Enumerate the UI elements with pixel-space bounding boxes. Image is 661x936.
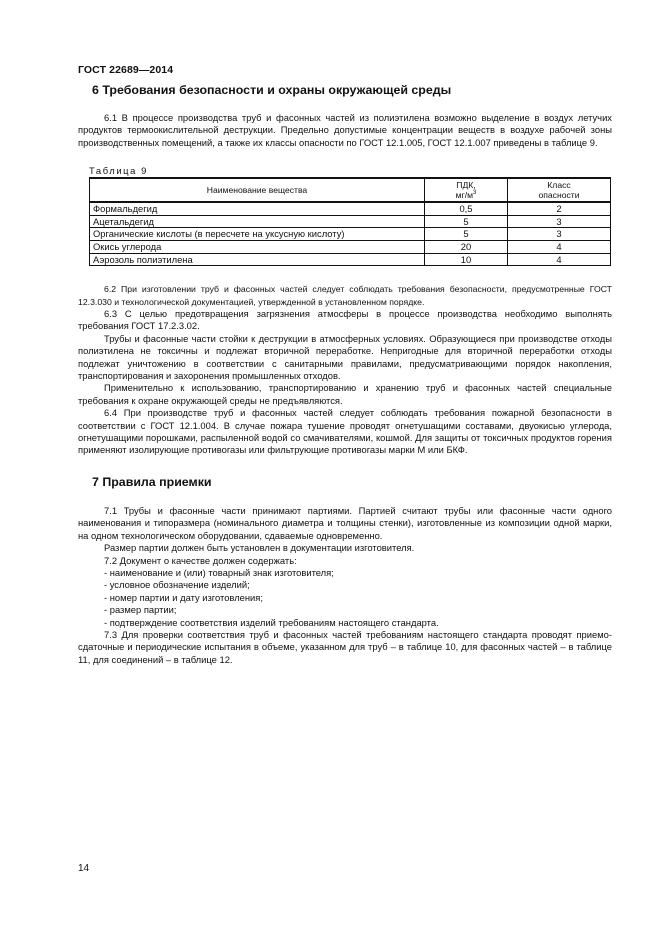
list-item: - номер партии и дату изготовления; [104, 591, 263, 603]
paragraph-6-2: 6.2 При изготовлении труб и фасонных частей следует соблюдать требования безопасности, предусмотренные ГОСТ 12.3.030 и технологической документацией, утвержденной в установленном порядке. [78, 284, 612, 307]
paragraph-6-1: 6.1 В процессе производства труб и фасонных частей из полиэтилена возможно выделение в воздух летучих продуктов термоокислительной деструкции. Предельно допустимые концентрации веществ в воздухе рабочей зоны производственных помещений, а также их классы опасности по ГОСТ 12.1.005, ГОСТ 12.1.007 приведены в таблице 9. [78, 112, 612, 148]
paragraph-waste: Трубы и фасонные части стойки к деструкции в атмосферных условиях. Образующиеся при производстве отходы полиэтилена не токсичны и подлежат вторичной переработке. Непригодные для вторичной переработки отходы подлежат уничтожению в соответствии с санитарными правилами, предусматривающими порядок накопления, транспортирования и захоронения промышленных отходов. [78, 332, 612, 382]
table-caption: Таблица 9 [89, 165, 148, 177]
table-row [90, 241, 611, 254]
paragraph-7-3: 7.3 Для проверки соответствия труб и фасонных частей требованиям настоящего стандарта проводят приемо-сдаточные и периодические испытания в объеме, указанном для труб – в таблице 10, для фасонных частей – в таблице 11, для соединений – в таблице 12. [78, 628, 612, 665]
header-class-line2: опасности [538, 190, 580, 201]
section-6-1 [78, 112, 612, 149]
header-class-line1: Класс [547, 180, 571, 191]
paragraph-environment: Применительно к использованию, транспортированию и хранению труб и фасонных частей специальные требования к охране окружающей среды не предъявляются. [78, 382, 612, 406]
cell-pdk: 10 [425, 253, 508, 266]
cell-substance: Аэрозоль полиэтилена [90, 253, 425, 266]
header-pdk-unit: мг/м [455, 190, 473, 201]
table-row [90, 215, 611, 228]
section-6-2-to-6-4 [78, 283, 612, 457]
paragraph-6-3: 6.3 С целью предотвращения загрязнения атмосферы в процессе производства необходимо выполнять требования ГОСТ 17.2.3.02. [78, 308, 612, 332]
section-7-title: 7 Правила приемки [92, 474, 212, 489]
header-substance-name: Наименование вещества [90, 178, 425, 202]
header-pdk-label: ПДК, [456, 180, 476, 191]
cell-class: 4 [508, 253, 611, 266]
page-number: 14 [78, 863, 90, 874]
cell-pdk: 5 [425, 215, 508, 228]
paragraph-6-4: 6.4 При производстве труб и фасонных частей следует соблюдать требования пожарной безопасности в соответствии с ГОСТ 12.1.004. В случае пожара тушение проводят огнетушащими составами, двуокисью углерода, огнетушащими порошками, распыленной водой со смачивателями, кошмой. Для защиты от токсичных продуктов горения применяют изолирующие противогазы или фильтрующие противогазы марки М или БКФ. [78, 407, 612, 456]
table-9 [89, 177, 611, 266]
cell-substance: Формальдегид [90, 202, 425, 215]
paragraph-7-1: 7.1 Трубы и фасонные части принимают партиями. Партией считают трубы или фасонные части одного наименования и типоразмера (номинального диаметра и толщины стенки), изготовленные из композиции одной марки, на одном технологическом оборудовании, сдаваемые одновременно. [78, 504, 612, 541]
cell-pdk: 0,5 [425, 202, 508, 215]
list-item: - подтверждение соответствия изделий требованиям настоящего стандарта. [104, 616, 439, 628]
list-item: - наименование и (или) товарный знак изготовителя; [104, 566, 334, 578]
table-header-row [90, 178, 611, 202]
quality-document-list [78, 567, 612, 629]
cell-class: 2 [508, 202, 611, 215]
cell-substance: Окись углерода [90, 241, 425, 254]
list-item: - условное обозначение изделий; [104, 579, 250, 591]
cell-class: 4 [508, 241, 611, 254]
cell-class: 3 [508, 215, 611, 228]
header-pdk-superscript: 3 [473, 190, 477, 197]
cell-class: 3 [508, 228, 611, 241]
cell-pdk: 20 [425, 241, 508, 254]
list-item: - размер партии; [104, 604, 177, 616]
cell-substance: Ацетальдегид [90, 215, 425, 228]
header-hazard-class [508, 178, 611, 202]
cell-substance: Органические кислоты (в пересчете на уксусную кислоту) [90, 228, 425, 241]
cell-pdk: 5 [425, 228, 508, 241]
section-6-title: 6 Требования безопасности и охраны окружающей среды [92, 83, 452, 97]
section-7-body [78, 505, 612, 666]
header-pdk [425, 178, 508, 202]
standard-header: ГОСТ 22689—2014 [78, 64, 174, 76]
table-row [90, 253, 611, 266]
paragraph-batch-size: Размер партии должен быть установлен в документации изготовителя. [104, 542, 415, 554]
page-content [78, 82, 612, 666]
table-row [90, 228, 611, 241]
table-row [90, 202, 611, 215]
paragraph-7-2: 7.2 Документ о качестве должен содержать: [104, 554, 297, 566]
